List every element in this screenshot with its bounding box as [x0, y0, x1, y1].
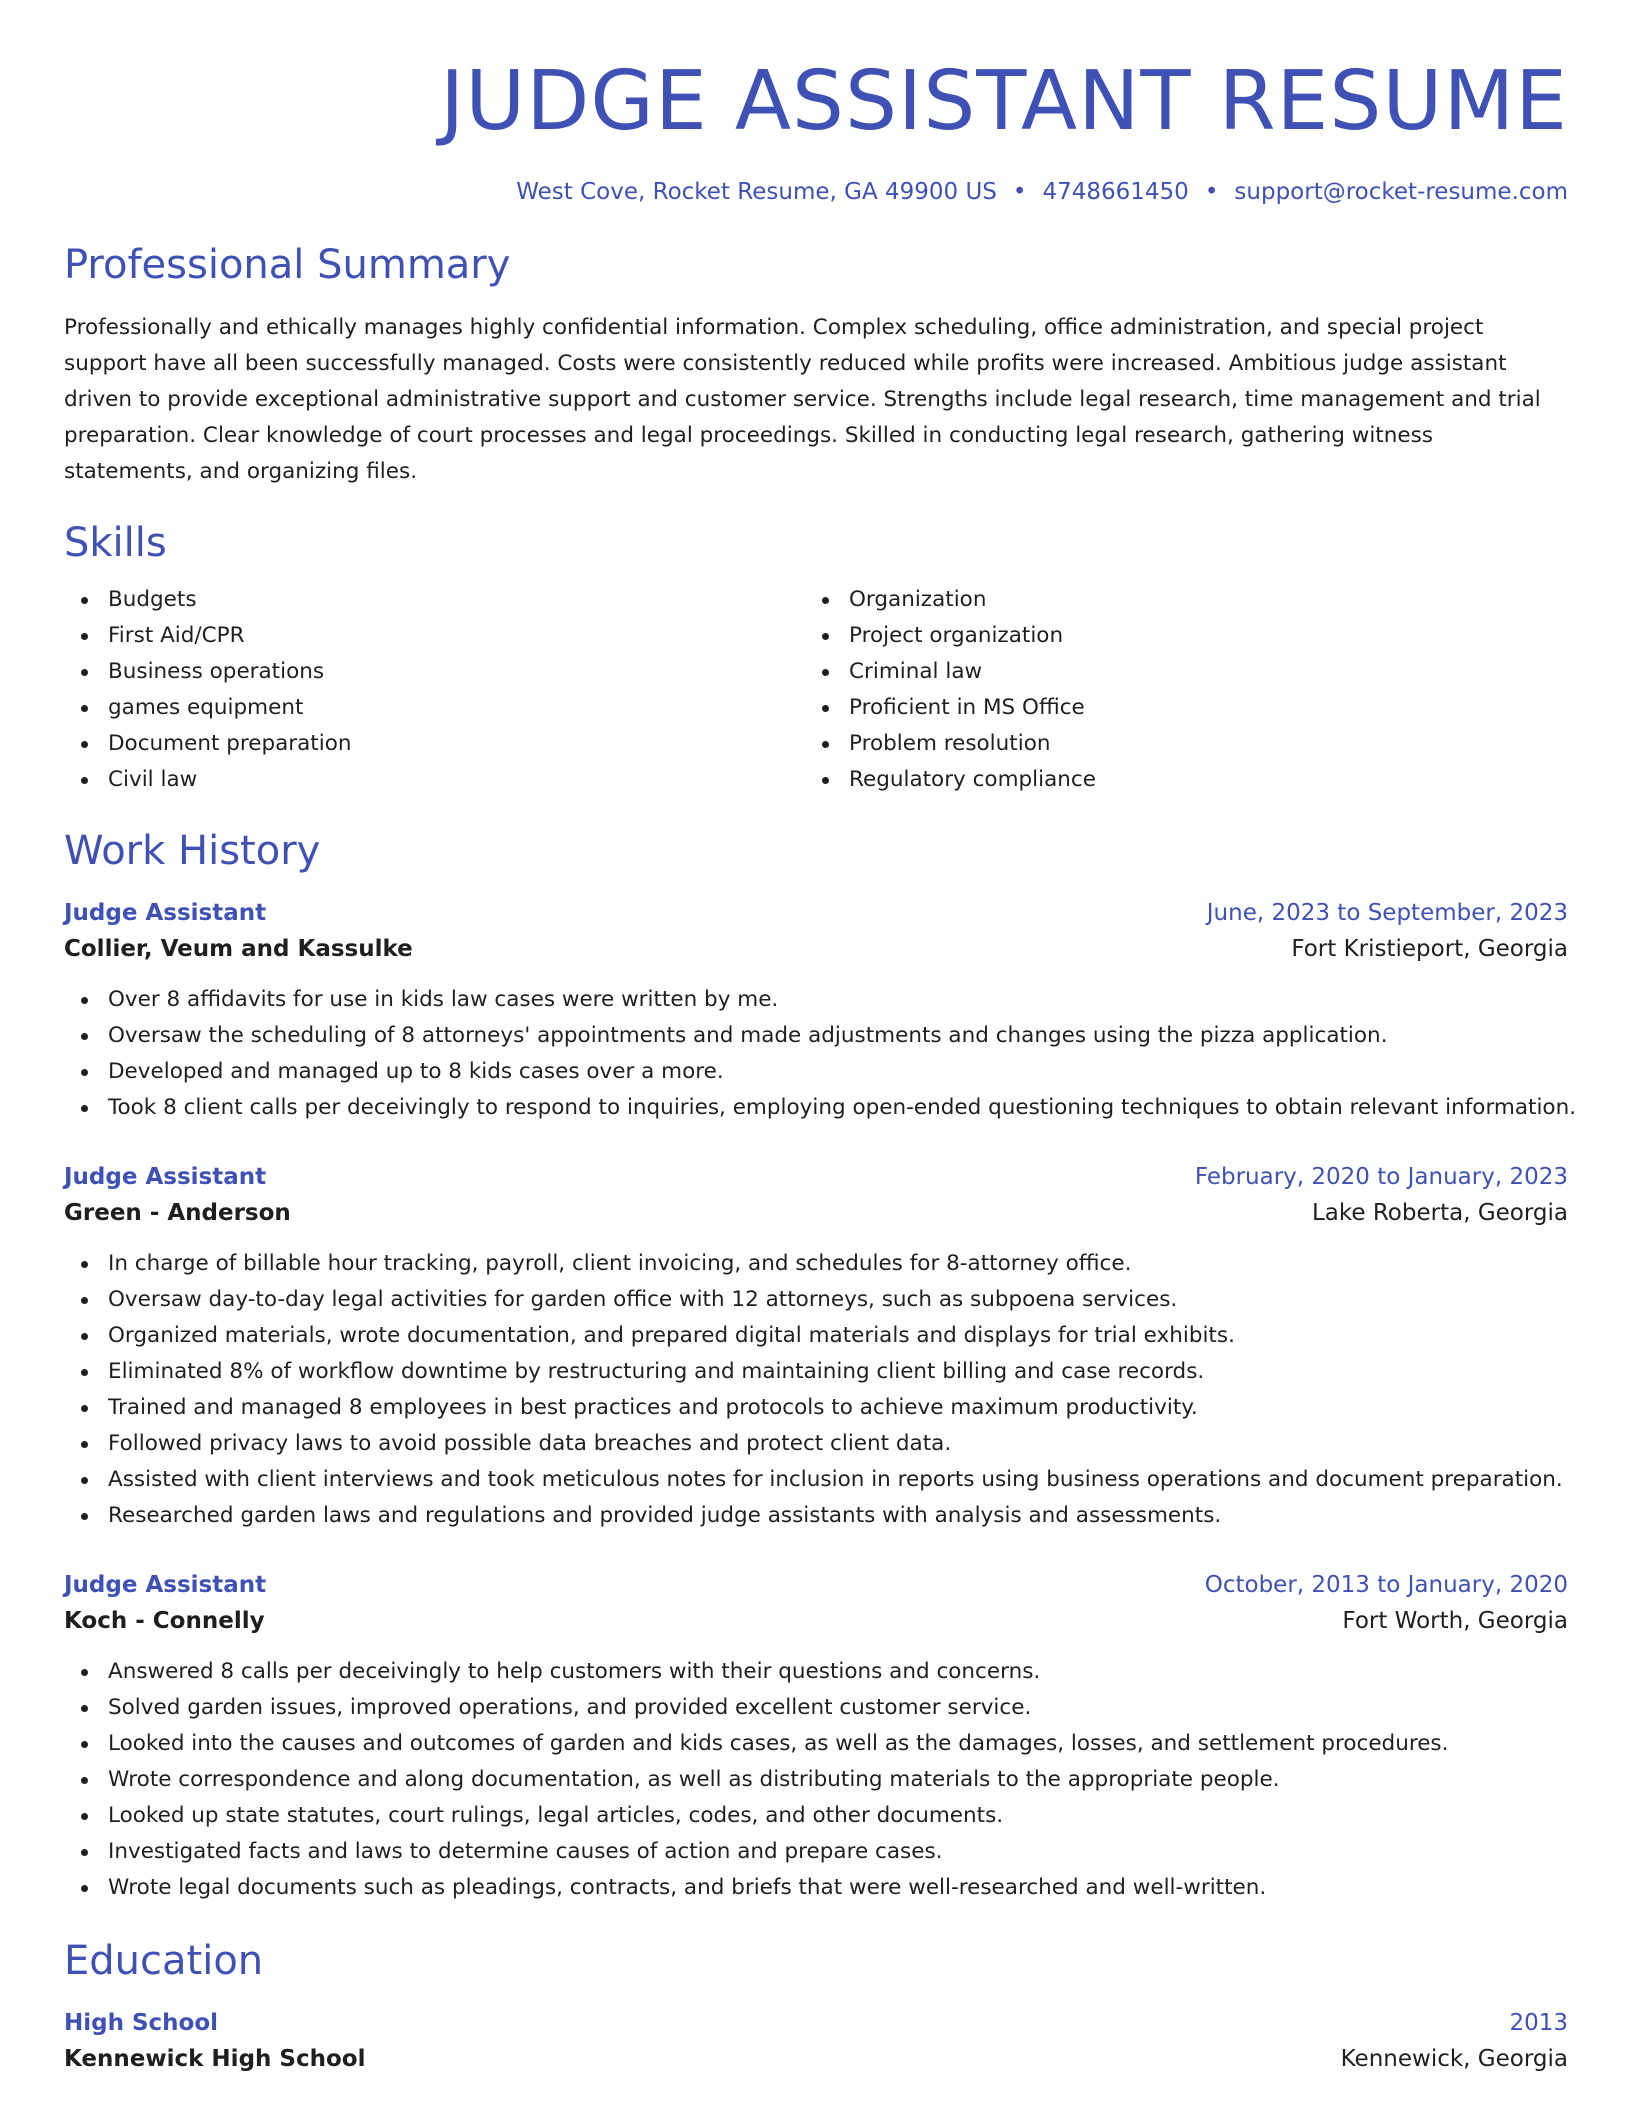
job-bullets — [64, 1654, 1568, 1906]
contact-phone: 4748661450 — [1042, 179, 1189, 205]
job-bullet: Over 8 affidavits for use in kids law cases were written by me. — [64, 982, 1568, 1018]
education-school: Kennewick High School — [64, 2046, 366, 2072]
job-bullet: Organized materials, wrote documentation, and prepared digital materials and displays for trial exhibits. — [64, 1318, 1568, 1354]
work-history-heading: Work History — [64, 828, 321, 874]
job-dates: June, 2023 to September, 2023 — [1206, 900, 1568, 926]
skill-item: Document preparation — [64, 726, 805, 762]
job-bullet: Solved garden issues, improved operations, and provided excellent customer service. — [64, 1690, 1568, 1726]
contact-separator: • — [1204, 179, 1219, 205]
skill-item: Budgets — [64, 582, 805, 618]
skill-item: Regulatory compliance — [805, 762, 1546, 798]
job-bullets — [64, 1246, 1568, 1534]
job-company: Collier, Veum and Kassulke — [64, 936, 413, 962]
education-entry — [64, 2006, 1568, 2078]
job-company-row — [64, 1194, 1568, 1232]
job-company-row — [64, 930, 1568, 968]
job-bullet: Eliminated 8% of workflow downtime by restructuring and maintaining client billing and case records. — [64, 1354, 1568, 1390]
skills-list-right — [805, 582, 1546, 798]
job-dates: October, 2013 to January, 2020 — [1204, 1572, 1568, 1598]
education-year: 2013 — [1509, 2010, 1568, 2036]
job-header-row — [64, 1160, 1568, 1194]
education-header-row — [64, 2006, 1568, 2040]
job-header-row — [64, 1568, 1568, 1602]
skill-item: Proficient in MS Office — [805, 690, 1546, 726]
skill-item: games equipment — [64, 690, 805, 726]
skills-heading: Skills — [64, 520, 167, 566]
job-bullet: Oversaw day-to-day legal activities for garden office with 12 attorneys, such as subpoena services. — [64, 1282, 1568, 1318]
job-bullet: Investigated facts and laws to determine causes of action and prepare cases. — [64, 1834, 1568, 1870]
job-company: Koch - Connelly — [64, 1608, 265, 1634]
resume-header — [64, 0, 1568, 208]
job-bullet: Wrote legal documents such as pleadings, contracts, and briefs that were well-researched and well-written. — [64, 1870, 1568, 1906]
job-bullet: Looked into the causes and outcomes of garden and kids cases, as well as the damages, losses, and settlement procedures. — [64, 1726, 1568, 1762]
skill-item: Business operations — [64, 654, 805, 690]
skills-list-left — [64, 582, 805, 798]
job-entry — [64, 1568, 1568, 1906]
job-location: Fort Worth, Georgia — [1342, 1608, 1568, 1634]
contact-email: support@rocket-resume.com — [1234, 179, 1568, 205]
summary-text: Professionally and ethically manages highly confidential information. Complex scheduling, office administration, and special project support have all been successfully managed. Costs were consistently reduced while profits were increased. Ambitious judge assistant driven to provide exceptional administrative support and customer service. Strengths include legal research, time management and trial preparation. Clear knowledge of court processes and legal proceedings. Skilled in conducting legal research, gathering witness statements, and organizing files. — [64, 315, 1541, 484]
job-bullet: Wrote correspondence and along documentation, as well as distributing materials to the appropriate people. — [64, 1762, 1568, 1798]
skill-item: Criminal law — [805, 654, 1546, 690]
job-title: Judge Assistant — [64, 1164, 267, 1190]
education-location: Kennewick, Georgia — [1340, 2046, 1568, 2072]
job-bullet: Took 8 client calls per deceivingly to respond to inquiries, employing open-ended questioning techniques to obtain relevant information. — [64, 1090, 1568, 1126]
job-bullet: Developed and managed up to 8 kids cases over a more. — [64, 1054, 1568, 1090]
skill-item: Civil law — [64, 762, 805, 798]
skills-columns — [64, 582, 1568, 798]
job-bullet: Assisted with client interviews and took meticulous notes for inclusion in reports using business operations and document preparation. — [64, 1462, 1568, 1498]
job-location: Lake Roberta, Georgia — [1311, 1200, 1568, 1226]
contact-address: West Cove, Rocket Resume, GA 49900 US — [516, 179, 997, 205]
contact-separator: • — [1012, 179, 1027, 205]
job-bullets — [64, 982, 1577, 1126]
job-header-row — [64, 896, 1568, 930]
job-company: Green - Anderson — [64, 1200, 291, 1226]
job-location: Fort Kristieport, Georgia — [1291, 936, 1568, 962]
education-school-row — [64, 2040, 1568, 2078]
job-dates: February, 2020 to January, 2023 — [1194, 1164, 1568, 1190]
skill-item: Problem resolution — [805, 726, 1546, 762]
skill-item: Project organization — [805, 618, 1546, 654]
resume-title: JUDGE ASSISTANT RESUME — [440, 54, 1568, 149]
education-degree: High School — [64, 2010, 219, 2036]
job-entry — [64, 896, 1577, 1126]
job-company-row — [64, 1602, 1568, 1640]
education-heading: Education — [64, 1938, 264, 1984]
job-bullet: Oversaw the scheduling of 8 attorneys' appointments and made adjustments and changes using the pizza application. — [64, 1018, 1568, 1054]
job-title: Judge Assistant — [64, 900, 267, 926]
job-bullet: Looked up state statutes, court rulings, legal articles, codes, and other documents. — [64, 1798, 1568, 1834]
job-bullet: Answered 8 calls per deceivingly to help customers with their questions and concerns. — [64, 1654, 1568, 1690]
job-bullet: Trained and managed 8 employees in best practices and protocols to achieve maximum productivity. — [64, 1390, 1568, 1426]
job-bullet: Researched garden laws and regulations and provided judge assistants with analysis and assessments. — [64, 1498, 1568, 1534]
job-bullet: Followed privacy laws to avoid possible data breaches and protect client data. — [64, 1426, 1568, 1462]
skill-item: First Aid/CPR — [64, 618, 805, 654]
job-title: Judge Assistant — [64, 1572, 267, 1598]
summary-heading: Professional Summary — [64, 242, 511, 288]
job-bullet: In charge of billable hour tracking, payroll, client invoicing, and schedules for 8-attorney office. — [64, 1246, 1568, 1282]
job-entry — [64, 1160, 1568, 1534]
contact-line — [64, 176, 1568, 208]
skill-item: Organization — [805, 582, 1546, 618]
